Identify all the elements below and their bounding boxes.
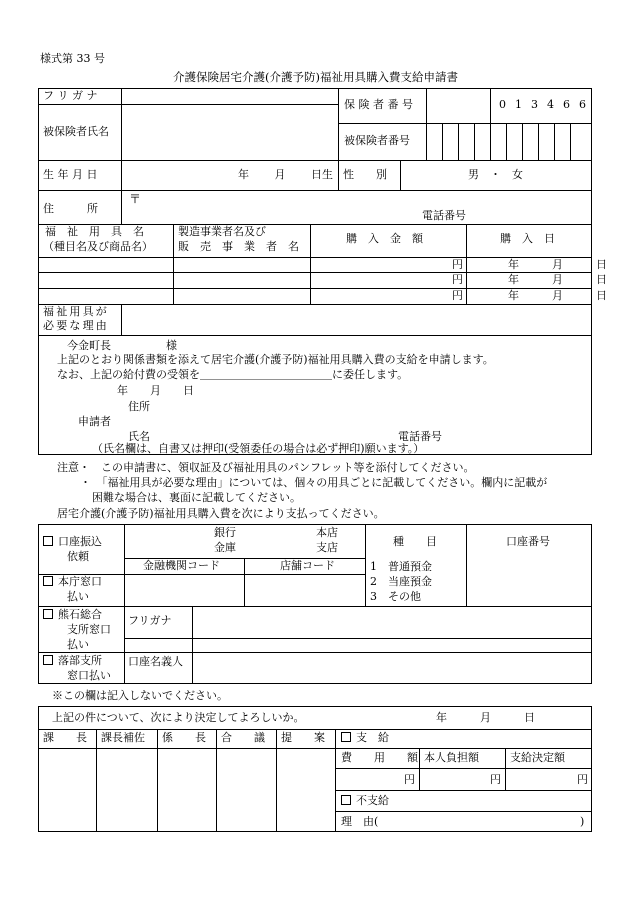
amount-header: 購 入 金 額 <box>346 232 423 245</box>
account-type-option[interactable]: 3 その他 <box>370 590 421 603</box>
transfer-option[interactable]: 口座振込 <box>43 536 102 549</box>
note-3: 困難な場合は、裏面に記載してください。 <box>92 491 301 504</box>
note-2: ・ 「福祉用具が必要な理由」については、個々の用具ごとに記載してください。欄内に記載が <box>80 476 548 489</box>
declaration-address-label: 住所 <box>128 400 150 413</box>
addressee: 今金町長 様 <box>67 339 177 352</box>
insurer-digit: 1 <box>515 98 522 111</box>
applicant-label: 申請者 <box>78 415 111 428</box>
purchase-date-value: 年 月 日 <box>508 258 607 271</box>
amount-yen: 円 <box>452 273 463 286</box>
declaration-phone-label: 電話番号 <box>398 430 442 443</box>
pay-option[interactable]: 支 給 <box>341 732 389 745</box>
bank-label: 銀行 <box>214 526 236 539</box>
amount-yen: 円 <box>452 289 463 302</box>
furigana-label: フ リ ガ ナ <box>43 89 98 102</box>
account-number-label: 口座番号 <box>506 535 550 548</box>
office-use-table <box>38 706 592 832</box>
office-use-notice: ※この欄は記入しないでください。 <box>52 689 228 702</box>
address-phone-label: 電話番号 <box>422 209 466 222</box>
head-office-option[interactable]: 本庁窓口 <box>43 576 102 589</box>
reason-field-label: 理 由( <box>341 815 379 828</box>
vault-label: 金庫 <box>214 541 236 554</box>
branch-code-label: 店舗コード <box>280 559 335 572</box>
checkbox-icon[interactable] <box>43 576 53 586</box>
declaration-date: 年 月 日 <box>117 384 194 397</box>
kumaishi-option-label-3: 払い <box>67 638 89 651</box>
item-name-subheader: （種目名及び商品名） <box>43 240 153 253</box>
declaration-name-label: 氏名 <box>128 430 150 443</box>
purchase-date-header: 購 入 日 <box>500 232 555 245</box>
otobe-option-label-2: 窓口払い <box>67 669 111 682</box>
insurer-digit: 6 <box>579 98 586 111</box>
checkbox-icon[interactable] <box>43 609 53 619</box>
page-title: 介護保険居宅介護(介護予防)福祉用具購入費支給申請書 <box>173 70 458 84</box>
insurer-digit: 4 <box>547 98 554 111</box>
transfer-option-label-2: 依頼 <box>67 550 89 563</box>
insurer-digit: 0 <box>499 98 506 111</box>
reason-label-2: 必要な理由 <box>43 319 109 332</box>
payment-instruction: 居宅介護(介護予防)福祉用具購入費を次により支払ってください。 <box>57 507 385 520</box>
maker-header: 製造事業者名及び <box>178 225 266 238</box>
cost-yen: 円 <box>404 773 415 786</box>
form-number: 様式第 33 号 <box>40 52 105 65</box>
insured-number-label: 被保険者番号 <box>344 134 410 147</box>
sex-label: 性 別 <box>343 168 387 181</box>
seller-header: 販 売 事 業 者 名 <box>178 240 299 253</box>
decided-amount-yen: 円 <box>577 773 588 786</box>
insurer-digit: 3 <box>531 98 538 111</box>
kumaishi-option[interactable]: 熊石総合 <box>43 609 102 622</box>
delegation-line: なお、上記の給付費の受領を＿＿＿＿＿＿＿＿＿＿＿＿に委任します。 <box>57 368 409 381</box>
postal-mark: 〒 <box>129 192 142 206</box>
decision-text: 上記の件について、次により決定してよろしいか。 <box>52 711 305 724</box>
birth-date-label: 生 年 月 日 <box>43 168 98 181</box>
amount-yen: 円 <box>452 258 463 271</box>
insurer-number-label: 保 険 者 番 号 <box>344 98 413 111</box>
no-pay-option[interactable]: 不支給 <box>341 795 389 808</box>
account-holder-label: 口座名義人 <box>128 655 183 668</box>
cost-header: 費 用 額 <box>341 751 418 764</box>
purchase-date-value: 年 月 日 <box>508 289 607 302</box>
birth-date-value: 年 月 日生 <box>238 168 333 181</box>
role-unit-chief: 係 長 <box>162 731 206 744</box>
kumaishi-option-label-2: 支所窓口 <box>67 623 111 636</box>
insured-name-field[interactable] <box>124 106 334 158</box>
self-pay-header: 本人負担額 <box>424 751 479 764</box>
role-proposal: 提 案 <box>281 731 325 744</box>
account-type-label: 種 目 <box>393 535 437 548</box>
checkbox-icon[interactable] <box>341 795 351 805</box>
insured-name-label: 被保険者氏名 <box>43 125 109 138</box>
decision-date: 年 月 日 <box>436 711 535 724</box>
checkbox-icon[interactable] <box>43 536 53 546</box>
account-type-option[interactable]: 2 当座預金 <box>370 575 432 588</box>
role-deputy-chief: 課長補佐 <box>101 731 145 744</box>
decided-amount-header: 支給決定額 <box>510 751 565 764</box>
checkbox-icon[interactable] <box>341 732 351 742</box>
otobe-option[interactable]: 落部支所 <box>43 655 102 668</box>
signature-note: （氏名欄は、自書又は押印(受領委任の場合は必ず押印)願います。） <box>92 442 425 455</box>
head-office-option-label-2: 払い <box>67 590 89 603</box>
branch-label: 支店 <box>316 541 338 554</box>
bank-code-label: 金融機関コード <box>143 559 220 572</box>
declaration-line: 上記のとおり関係書類を添えて居宅介護(介護予防)福祉用具購入費の支給を申請します。 <box>57 353 494 366</box>
reason-label: 福祉用具が <box>43 305 109 318</box>
checkbox-icon[interactable] <box>43 655 53 665</box>
role-consultation: 合 議 <box>221 731 265 744</box>
note-1: 注意・ この申請書に、領収証及び福祉用具のパンフレット等を添付してください。 <box>57 461 475 474</box>
main-branch-label: 本店 <box>316 526 338 539</box>
insurer-digit: 6 <box>563 98 570 111</box>
sex-value[interactable]: 男 ・ 女 <box>468 168 523 181</box>
reason-field-close: ) <box>580 815 585 828</box>
role-section-chief: 課 長 <box>43 731 87 744</box>
address-label: 住 所 <box>43 202 98 215</box>
holder-furigana-label: フリガナ <box>128 614 172 627</box>
item-name-header: 福 祉 用 具 名 <box>45 225 144 238</box>
purchase-date-value: 年 月 日 <box>508 273 607 286</box>
self-pay-yen: 円 <box>490 773 501 786</box>
account-type-option[interactable]: 1 普通預金 <box>370 560 432 573</box>
